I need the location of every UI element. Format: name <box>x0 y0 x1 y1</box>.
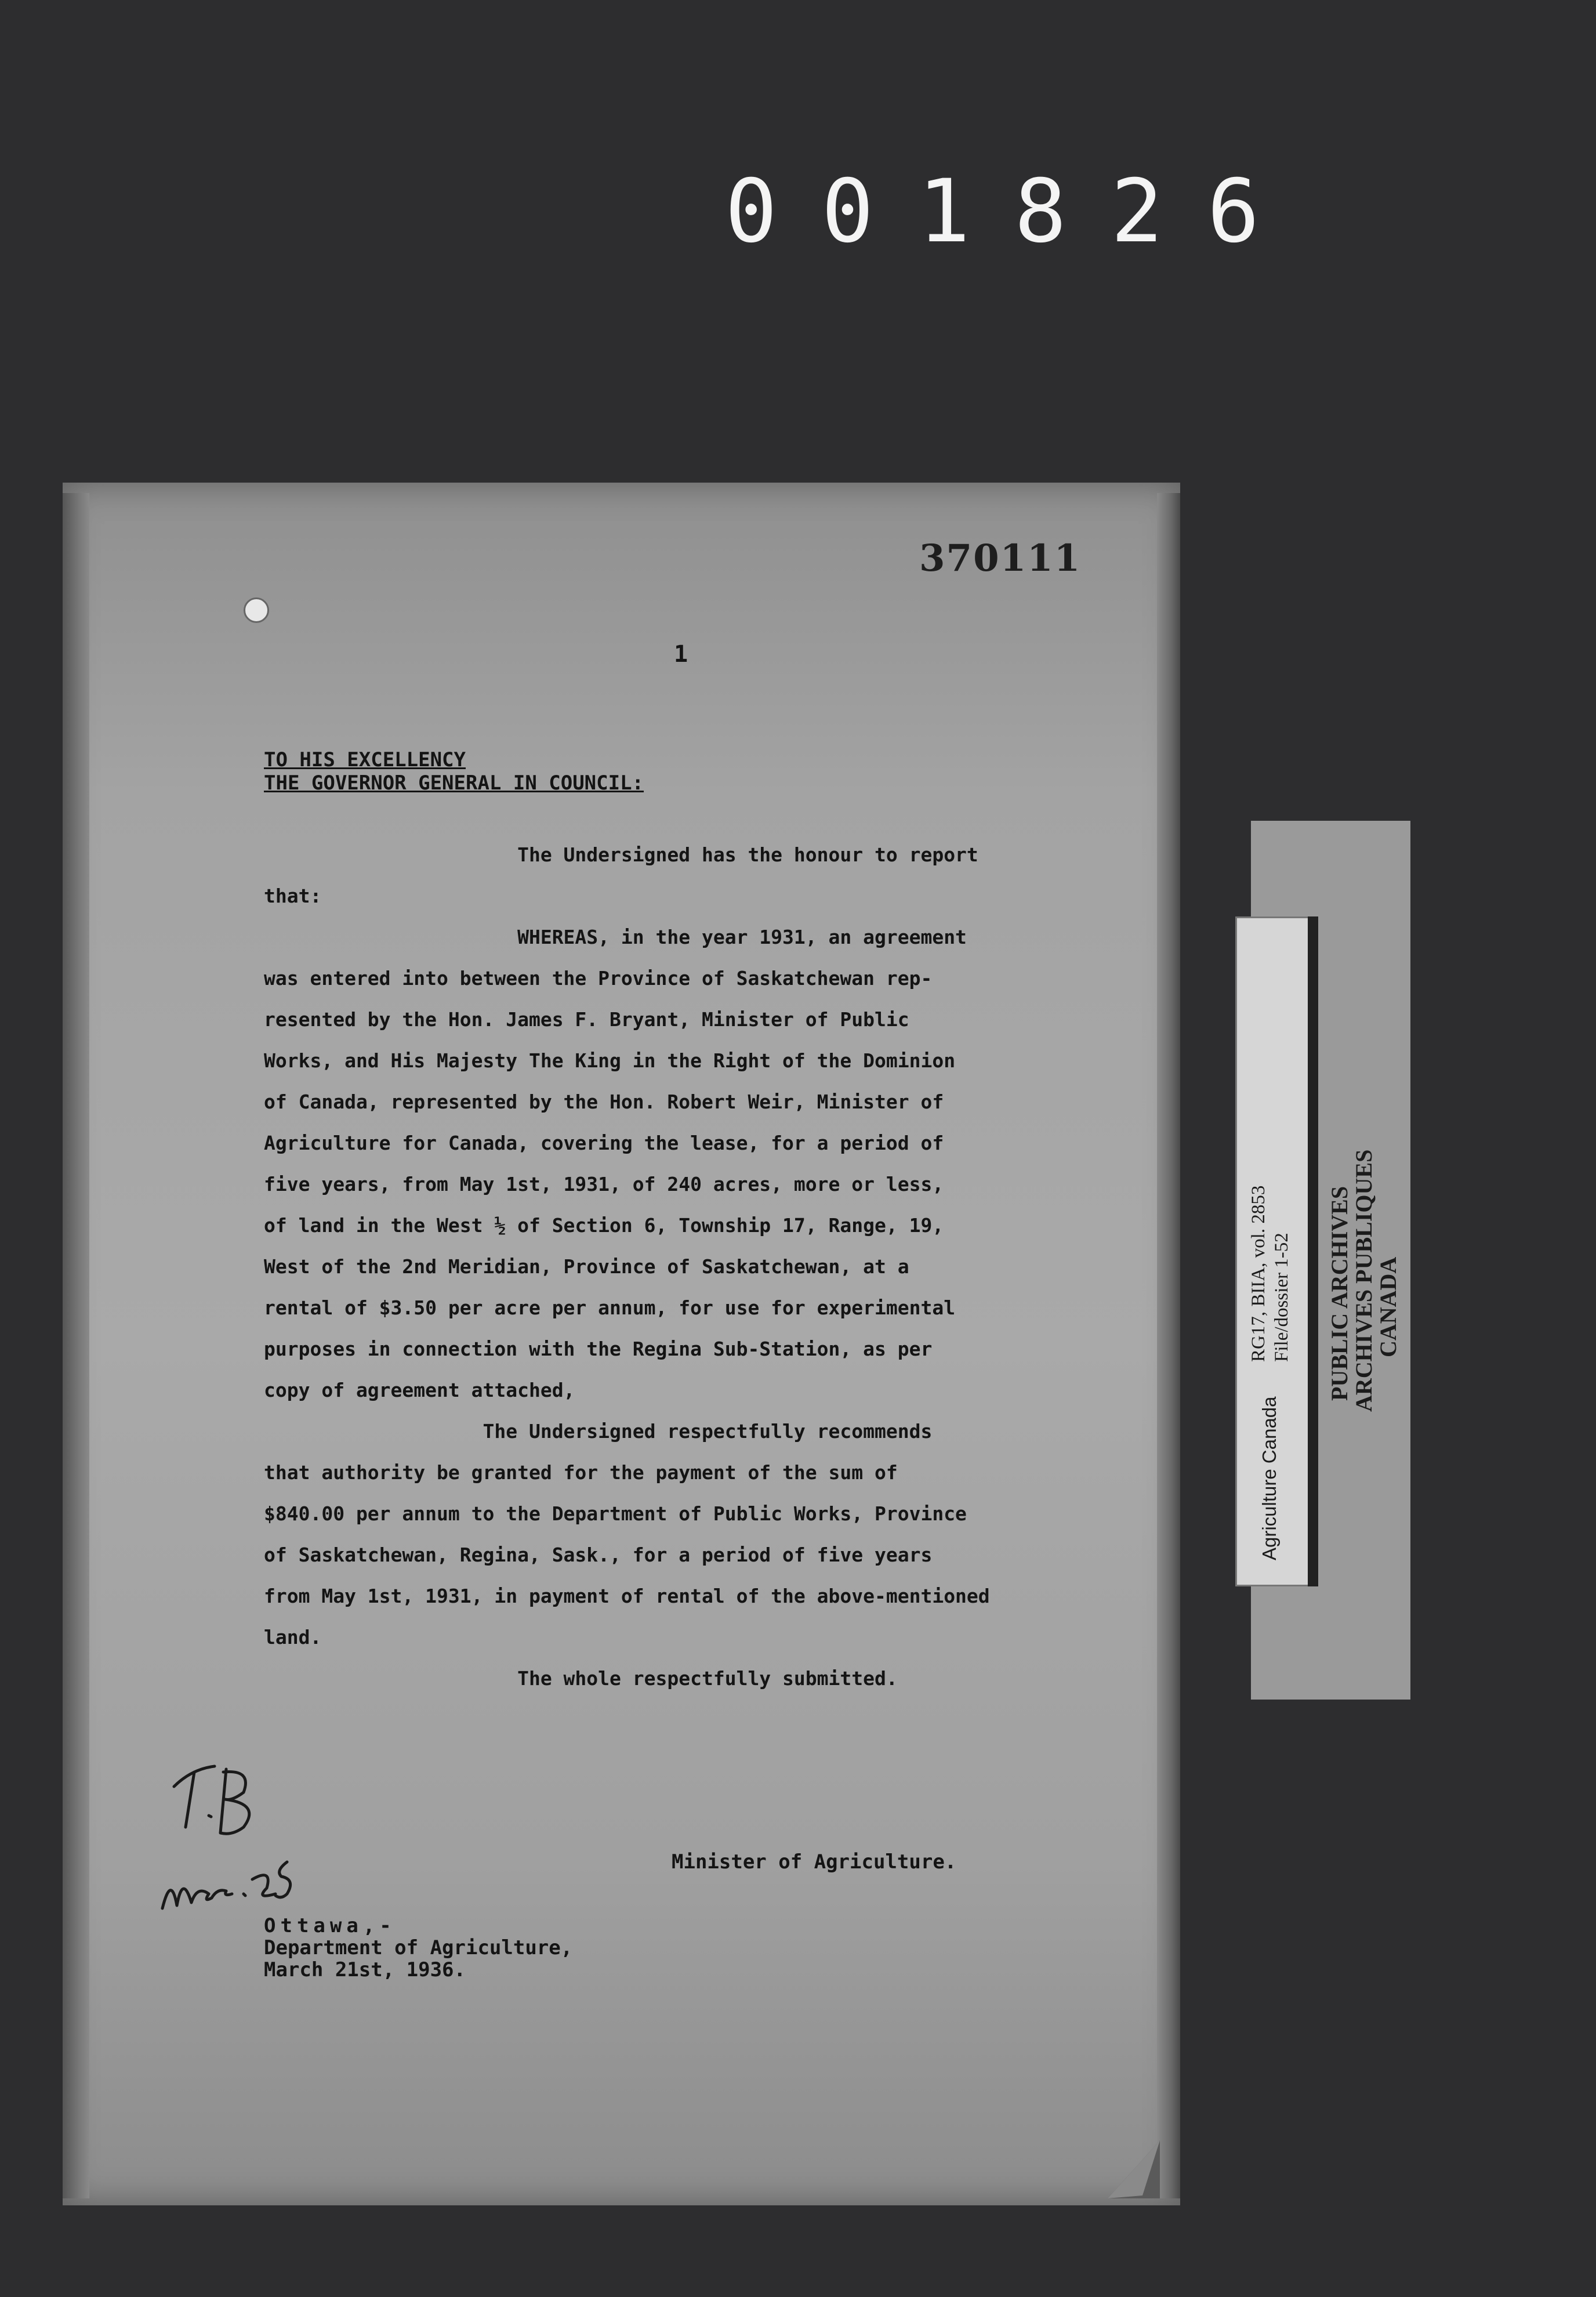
body-line: rental of $3.50 per acre per annum, for use for experimental <box>264 1296 956 1319</box>
archive-file-reference: File/dossier 1-52 <box>1271 1233 1292 1362</box>
punch-hole <box>244 597 269 623</box>
body-line: resented by the Hon. James F. Bryant, Minister of Public <box>264 1008 909 1031</box>
body-line: West of the 2nd Meridian, Province of Saskatchewan, at a <box>264 1255 909 1278</box>
body-line: from May 1st, 1931, in payment of rental of the above-mentioned <box>264 1585 990 1607</box>
body-line: of Canada, represented by the Hon. Robert Weir, Minister of <box>264 1090 944 1113</box>
body-line: was entered into between the Province of Saskatchewan rep- <box>264 967 933 990</box>
body-line: five years, from May 1st, 1931, of 240 acres, more or less, <box>264 1173 944 1195</box>
date-line: March 21st, 1936. <box>264 1958 466 1981</box>
page-corner-fold <box>1108 2140 1160 2198</box>
address-line: THE GOVERNOR GENERAL IN COUNCIL: <box>264 771 644 795</box>
page-right-edge <box>1157 493 1180 2198</box>
place-line: Department of Agriculture, <box>264 1936 573 1959</box>
archive-organization: Agriculture Canada <box>1258 1396 1280 1560</box>
body-line: of Saskatchewan, Regina, Sask., for a period of five years <box>264 1544 933 1566</box>
body-line: that authority be granted for the payment of the sum of <box>264 1461 898 1484</box>
body-line: The Undersigned respectfully recommends <box>264 1420 933 1443</box>
microfilm-frame-number: 001826 <box>725 161 1304 262</box>
body-line: The whole respectfully submitted. <box>264 1667 898 1690</box>
document-number: 370111 <box>919 537 1082 580</box>
body-line: copy of agreement attached, <box>264 1379 575 1401</box>
body-line: land. <box>264 1626 322 1649</box>
signature-title: Minister of Agriculture. <box>672 1850 957 1874</box>
body-line: The Undersigned has the honour to report <box>264 843 978 866</box>
place-line: Ottawa,- <box>264 1914 396 1937</box>
body-line: of land in the West ½ of Section 6, Township 17, Range, 19, <box>264 1214 944 1237</box>
archive-stamp-line: ARCHIVES PUBLIQUES <box>1351 1149 1377 1412</box>
page-left-edge <box>63 493 89 2198</box>
body-line: purposes in connection with the Regina Sub-Station, as per <box>264 1338 933 1360</box>
body-line: $840.00 per annum to the Department of Public Works, Province <box>264 1502 967 1525</box>
address-line: TO HIS EXCELLENCY <box>264 748 466 771</box>
archive-label-divider <box>1308 916 1318 1586</box>
archive-stamp-line: PUBLIC ARCHIVES <box>1326 1186 1352 1401</box>
handwritten-initials <box>151 1746 302 1937</box>
body-line: Agriculture for Canada, covering the lease, for a period of <box>264 1132 944 1154</box>
body-line: that: <box>264 885 322 907</box>
body-line: Works, and His Majesty The King in the Right of the Dominion <box>264 1049 956 1072</box>
report-body <box>264 834 1105 1699</box>
archive-stamp-line: CANADA <box>1375 1256 1401 1357</box>
archive-reference: RG17, BIIA, vol. 2853 <box>1248 1185 1269 1362</box>
body-line: WHEREAS, in the year 1931, an agreement <box>264 926 967 948</box>
page-number: 1 <box>674 641 688 668</box>
